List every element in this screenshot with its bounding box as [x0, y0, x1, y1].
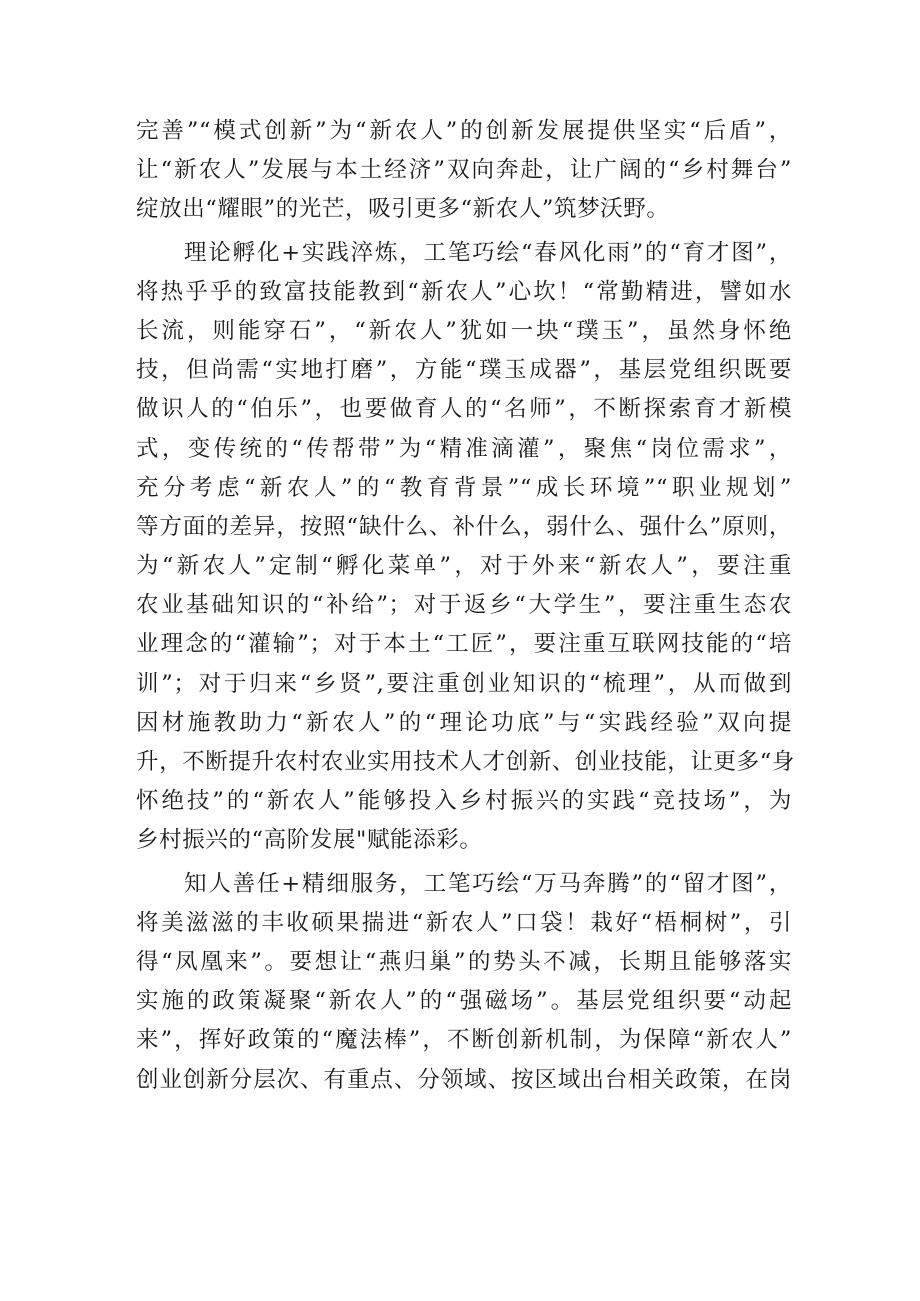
paragraph-2	[136, 234, 795, 861]
paragraph-3	[136, 865, 792, 1100]
text-line: 理论孵化+实践淬炼，工笔巧绘“春风化雨”的“育才图”，	[184, 239, 792, 266]
text-line: 创业创新分层次、有重点、分领域、按区域出台相关政策，在岗	[136, 1066, 792, 1093]
text-line: 因材施教助力“新农人”的“理论功底”与“实践经验”双向提	[136, 709, 792, 736]
text-line: 乡村振兴的“高阶发展"赋能添彩。	[136, 827, 483, 854]
text-line: 做识人的“伯乐”，也要做育人的“名师”，不断探索育才新模	[136, 396, 792, 423]
text-line: 实施的政策凝聚“新农人”的“强磁场”。基层党组织要“动起	[136, 988, 792, 1015]
text-line: 绽放出“耀眼”的光芒，吸引更多“新农人”筑梦沃野。	[136, 196, 670, 223]
article-body	[136, 112, 795, 1100]
text-line: 训”；对于归来“乡贤”,要注重创业知识的“梳理”，从而做到	[136, 670, 792, 697]
text-line: 完善”“模式创新”为“新农人”的创新发展提供坚实“后盾”，	[136, 118, 792, 144]
text-line: 充分考虑“新农人”的“教育背景”“成长环境”“职业规划”	[136, 474, 792, 501]
text-line: 怀绝技”的“新农人”能够投入乡村振兴的实践“竞技场”，为	[136, 788, 792, 815]
paragraph-1	[136, 112, 792, 230]
text-line: 知人善任+精细服务，工笔巧绘“万马奔腾”的“留才图”，	[184, 870, 792, 897]
text-line: 业理念的“灌输”；对于本土“工匠”，要注重互联网技能的“培	[136, 631, 792, 658]
text-line: 得“凤凰来”。要想让“燕归巢”的势头不减，长期且能够落实	[136, 948, 792, 975]
text-line: 将美滋滋的丰收硕果揣进“新农人”口袋！栽好“梧桐树”，引	[136, 909, 792, 936]
text-line: 农业基础知识的“补给”；对于返乡“大学生”，要注重生态农	[136, 592, 792, 619]
text-line: 让“新农人”发展与本土经济”双向奔赴，让广阔的“乡村舞台”	[136, 157, 792, 184]
text-line: 长流，则能穿石”，“新农人”犹如一块“璞玉”，虽然身怀绝	[136, 317, 792, 344]
text-line: 等方面的差异，按照“缺什么、补什么，弱什么、强什么”原则，	[136, 513, 792, 540]
text-line: 升，不断提升农村农业实用技术人才创新、创业技能，让更多“身	[136, 749, 795, 775]
text-line: 来”，挥好政策的“魔法棒”，不断创新机制，为保障“新农人”	[136, 1027, 792, 1054]
text-line: 式，变传统的“传帮带”为“精准滴灌”，聚焦“岗位需求”，	[136, 435, 792, 462]
text-line: 为“新农人”定制“孵化菜单”，对于外来“新农人”，要注重	[136, 553, 792, 580]
text-line: 将热乎乎的致富技能教到“新农人”心坎！“常勤精进，譬如水	[136, 278, 792, 305]
text-line: 技，但尚需“实地打磨”，方能“璞玉成器”，基层党组织既要	[136, 357, 792, 384]
